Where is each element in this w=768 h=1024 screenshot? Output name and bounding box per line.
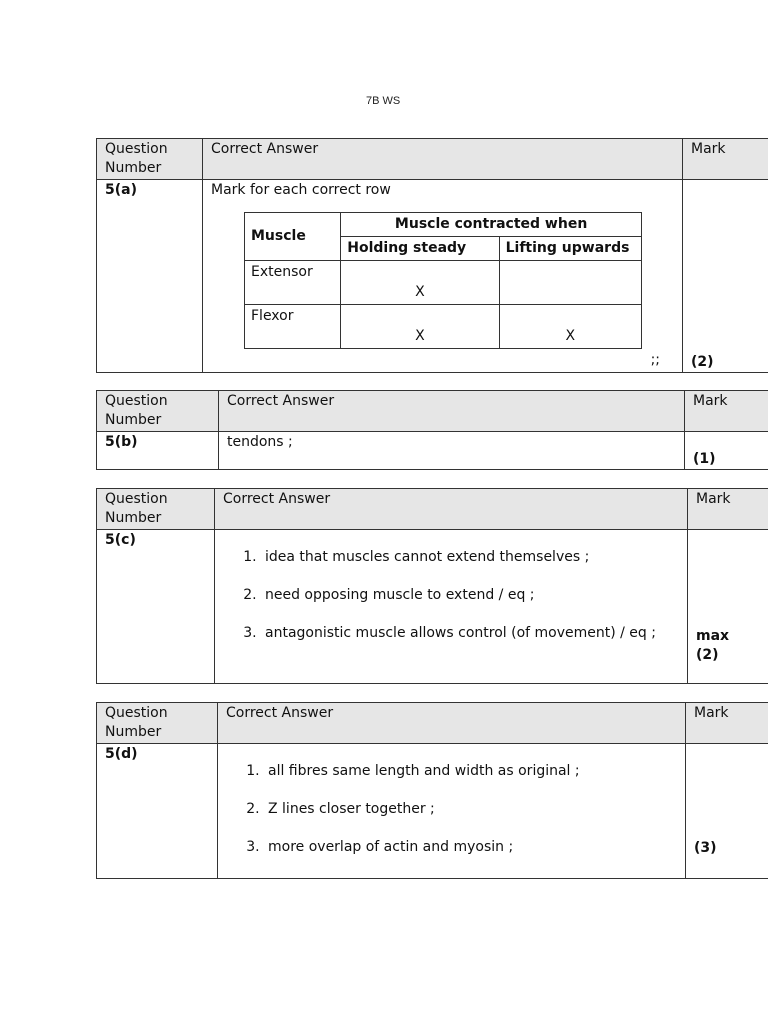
question-5a-table [96,138,768,373]
answer-cell [218,744,686,879]
question-number: 5(c) [97,530,215,684]
muscle-header: Muscle [245,213,341,261]
muscle-name: Extensor [245,261,341,305]
list-item: 2. Z lines closer together ; [264,800,677,819]
page-header: 7B WS [366,95,401,107]
lifting-cell: X [499,305,641,349]
list-item: 3. antagonistic muscle allows control (of movement) / eq ; [261,624,679,643]
mark-header: Mark [683,139,768,180]
holding-cell: X [341,261,499,305]
question-5b-table [96,390,768,470]
mark-header: Mark [685,391,768,432]
answer-list [226,762,677,857]
list-item: 3. more overlap of actin and myosin ; [264,838,677,857]
question-number-header: Question Number [97,391,219,432]
lifting-cell [499,261,641,305]
marking-points: ;; [650,352,660,368]
holding-header: Holding steady [341,237,499,261]
list-item: 2. need opposing muscle to extend / eq ; [261,586,679,605]
table-row [245,261,642,305]
correct-answer-header: Correct Answer [215,489,688,530]
question-number-header: Question Number [97,139,203,180]
table-header-row [97,139,768,180]
muscle-table [244,212,642,349]
group-header: Muscle contracted when [341,213,642,237]
question-number: 5(d) [97,744,218,879]
mark-value: max (2) [688,530,768,684]
mark-header: Mark [688,489,768,530]
table-header-row [97,489,768,530]
list-item: 1. all fibres same length and width as original ; [264,762,677,781]
correct-answer-header: Correct Answer [219,391,685,432]
mark-value: (3) [686,744,768,879]
mark-header: Mark [686,703,768,744]
muscle-name: Flexor [245,305,341,349]
answer-intro: Mark for each correct row [211,182,391,198]
table-row [245,305,642,349]
correct-answer-header: Correct Answer [203,139,683,180]
answer-list [223,548,679,643]
answer-cell [215,530,688,684]
question-number-header: Question Number [97,703,218,744]
mark-value: (1) [685,432,768,470]
correct-answer-header: Correct Answer [218,703,686,744]
answer-cell [203,180,683,373]
mark-value: (2) [683,180,768,373]
question-number: 5(b) [97,432,219,470]
question-number-header: Question Number [97,489,215,530]
question-5c-table [96,488,768,684]
question-5d-table [96,702,768,879]
list-item: 1. idea that muscles cannot extend themselves ; [261,548,679,567]
table-header-row [97,703,768,744]
lifting-header: Lifting upwards [499,237,641,261]
question-number: 5(a) [97,180,203,373]
answer-text: tendons ; [219,432,685,470]
holding-cell: X [341,305,499,349]
table-header-row [97,391,768,432]
